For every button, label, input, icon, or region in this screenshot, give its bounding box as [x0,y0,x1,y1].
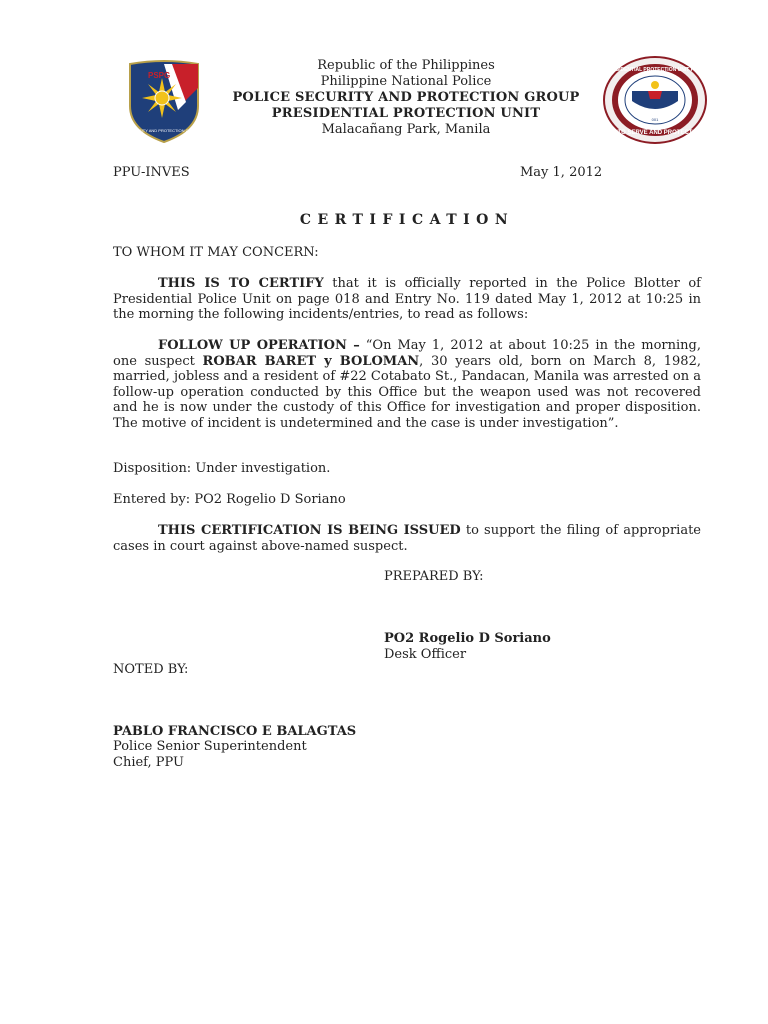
ppu-seal-top-text: PRESIDENTIAL PROTECTION UNIT PSPG [605,67,705,73]
issued-body: to support the filing of appropriate cases in court against above-named suspect. [113,523,701,554]
ppu-seal-bottom-text: TO SERVE AND PROTECT [617,130,693,136]
paragraph-follow-up [113,338,701,431]
certify-body: that it is officially reported in the Police Blotter of Presidential Police Unit on page 018 and Entry No. 119 dated May 1, 2012 at 10:25 in the morning the following incidents/entries, to read as follows: [113,276,701,322]
prepared-by-label: PREPARED BY: [384,569,484,584]
noter-position: Chief, PPU [113,755,185,770]
noter-rank: Police Senior Superintendent [113,739,307,754]
noter-name: PABLO FRANCISCO E BALAGTAS [113,724,357,739]
ppu-seal-number: 001 [651,117,659,122]
pspg-logo-text: PSPG [148,71,171,80]
salutation: TO WHOM IT MAY CONCERN: [113,245,319,260]
pspg-shield-logo [124,58,204,144]
certify-lead: THIS IS TO CERTIFY [158,276,324,291]
reference-code: PPU-INVES [113,165,190,180]
header-pnp: Philippine National Police [320,74,492,89]
header-pspg: POLICE SECURITY AND PROTECTION GROUP [232,90,580,105]
document-date: May 1, 2012 [520,165,603,180]
follow-up-text-1: “On May 1, 2012 at about 10:25 in the morning, one suspect [113,338,701,369]
document-title: CERTIFICATION [299,212,515,228]
noted-by-label: NOTED BY: [113,662,189,677]
paragraph-issued [113,523,701,554]
header-address: Malacañang Park, Manila [321,122,491,137]
header-republic: Republic of the Philippines [317,58,495,73]
follow-up-text-2: , 30 years old, born on March 8, 1982, married, jobless and a resident of #22 Cotabato St., Pandacan, Manila was arrested on a follow-up operation conducted by this Office but the weapon used was not recovered and he is now under the custody of this Office for investigation and proper disposition. The motive of incident is undetermined and the case is under investigation”. [113,353,701,431]
issued-lead: THIS CERTIFICATION IS BEING ISSUED [158,523,461,538]
disposition: Disposition: Under investigation. [113,461,331,476]
header-ppu: PRESIDENTIAL PROTECTION UNIT [271,106,541,121]
preparer-title: Desk Officer [384,647,467,662]
suspect-name: ROBAR BARET y BOLOMAN [202,353,420,369]
letterhead [210,58,602,138]
preparer-name: PO2 Rogelio D Soriano [384,631,551,646]
ppu-seal-logo [602,55,708,145]
follow-up-lead: FOLLOW UP OPERATION – [158,338,360,353]
entered-by: Entered by: PO2 Rogelio D Soriano [113,492,346,507]
pspg-logo-ring-text: SECURITY AND PROTECTION GROUP [127,128,201,133]
paragraph-certify [113,276,701,323]
